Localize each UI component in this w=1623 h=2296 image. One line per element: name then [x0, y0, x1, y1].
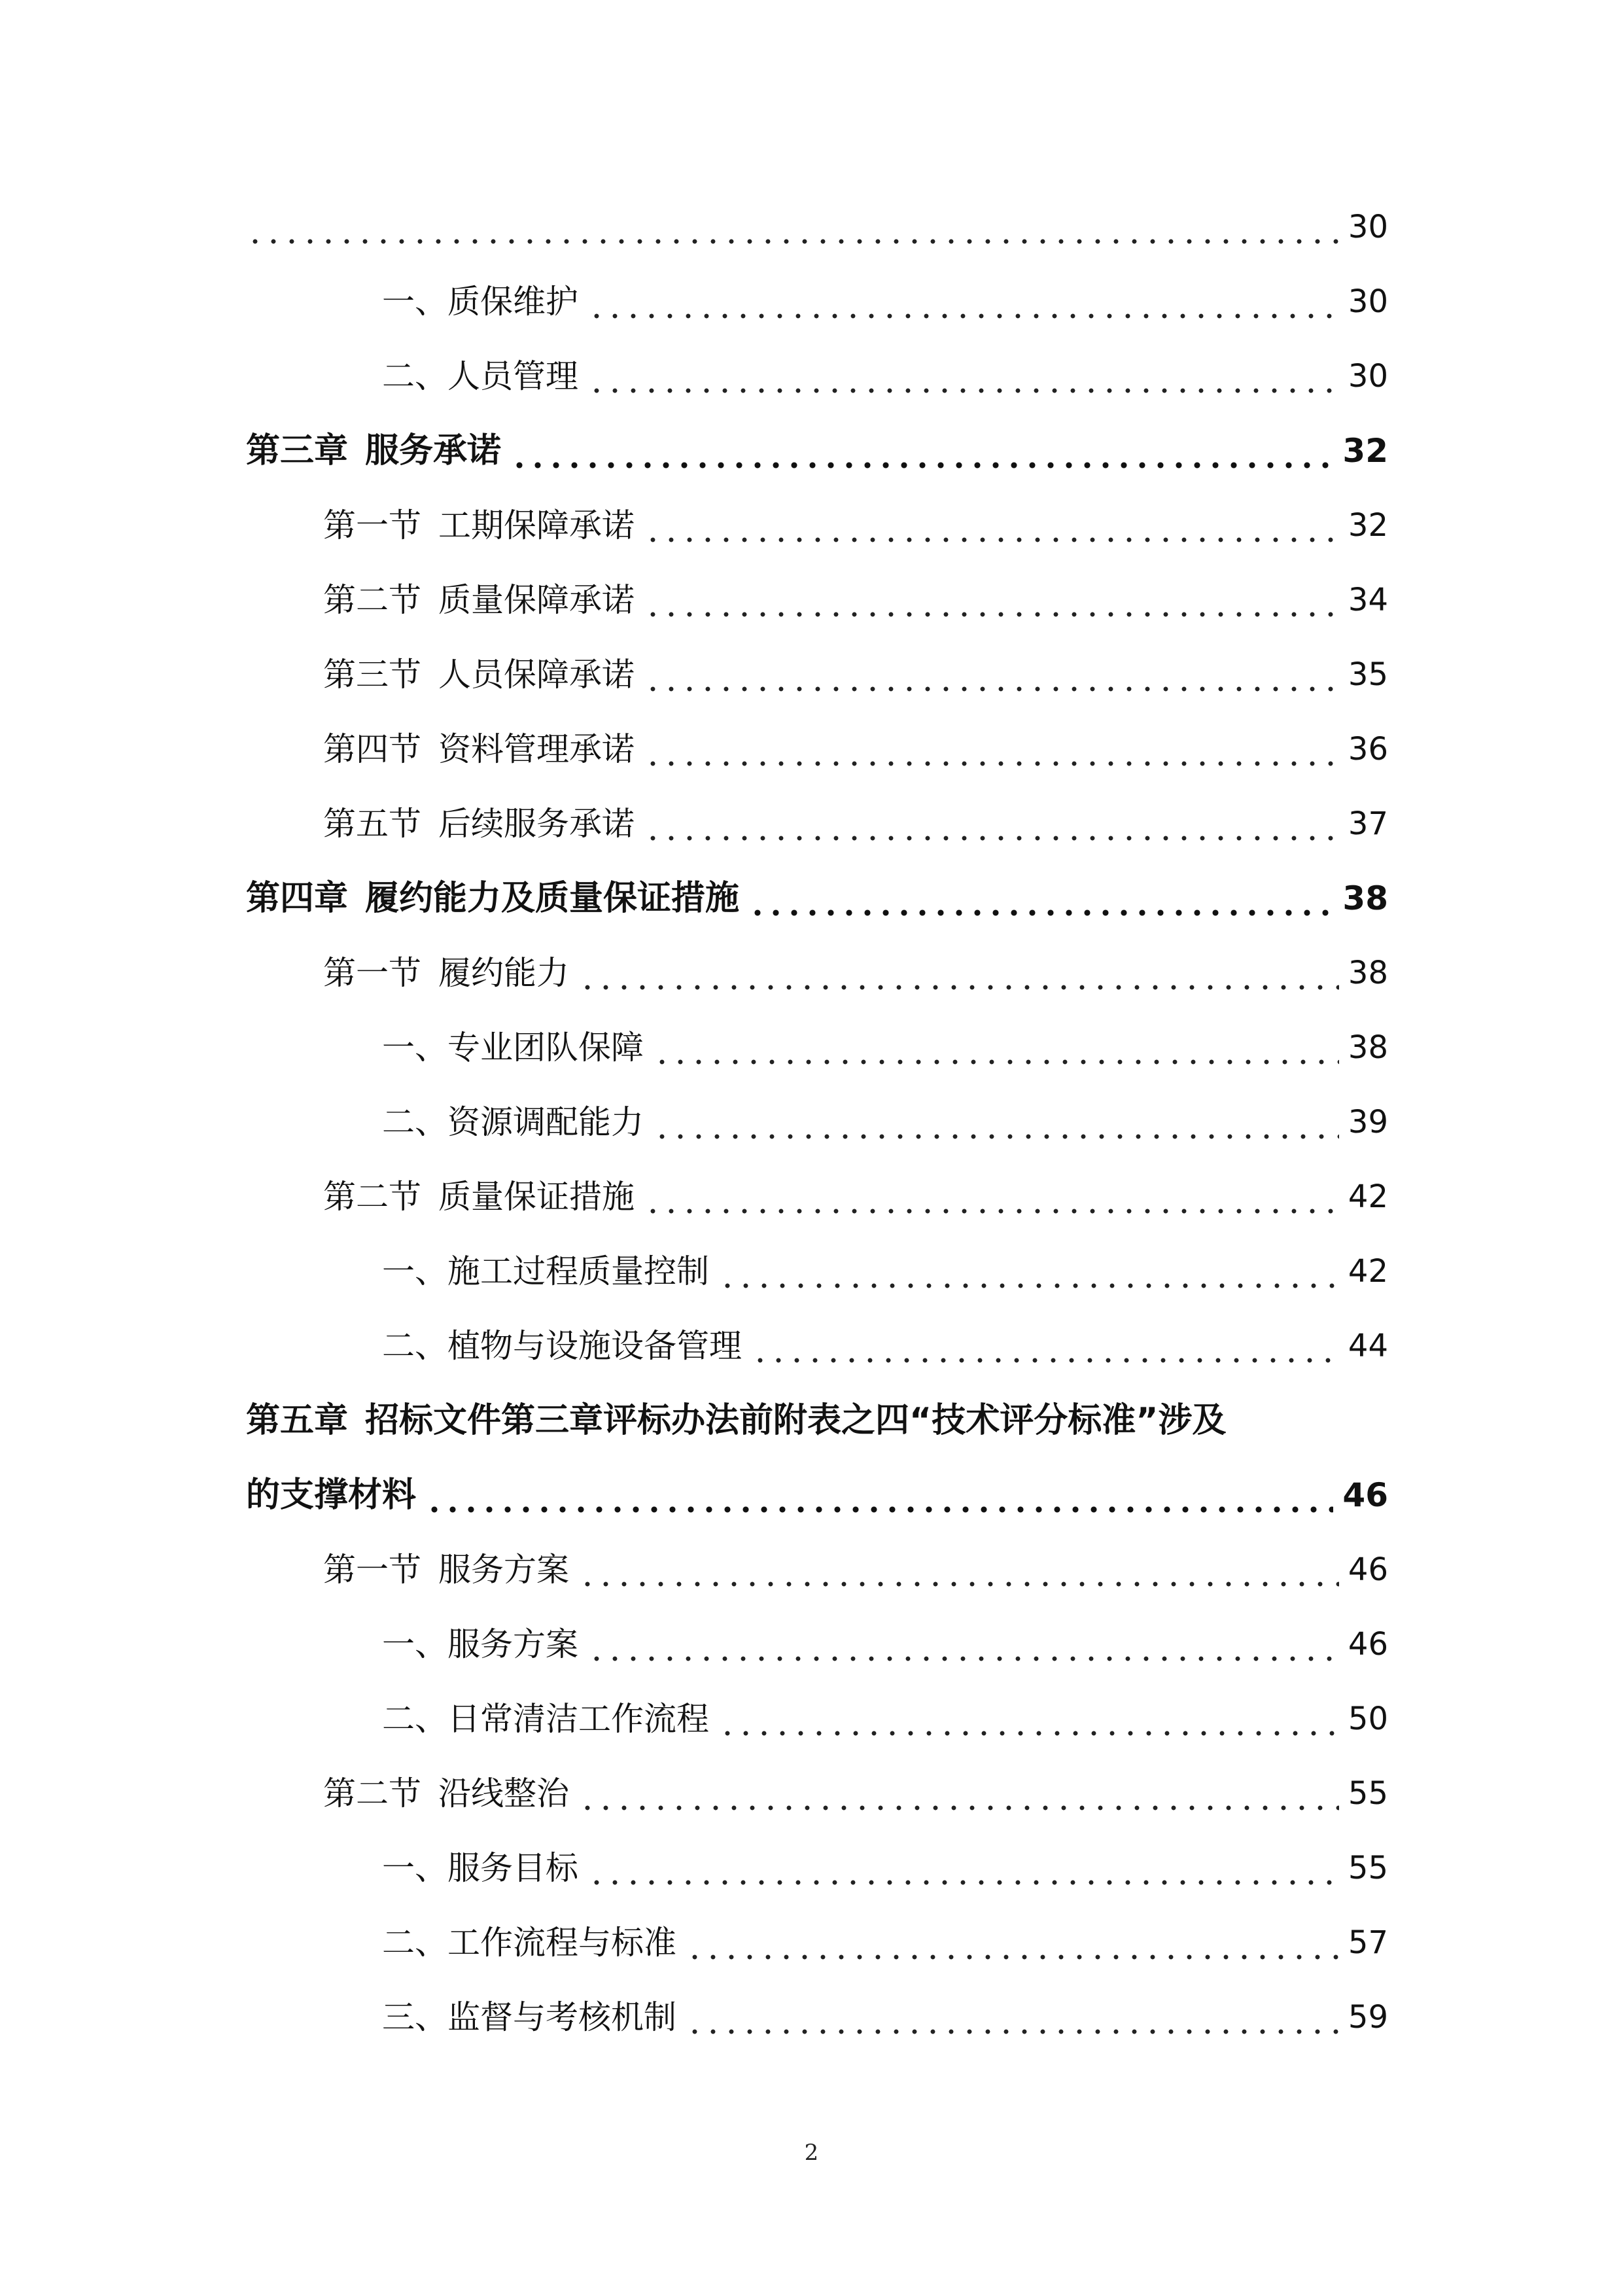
- toc-entry-text: 后续服务承诺: [438, 805, 635, 843]
- toc-entry[interactable]: [246, 1309, 1388, 1383]
- dot-leader: [644, 760, 1339, 767]
- toc-section-entry[interactable]: [246, 637, 1388, 712]
- toc-entry-text: 植物与设施设备管理: [447, 1327, 742, 1365]
- dot-leader: [587, 1879, 1339, 1886]
- toc-entry-number: 一、: [382, 1252, 447, 1290]
- toc-entry-title: [382, 1905, 676, 1980]
- toc-entry-number: 第一节: [323, 954, 421, 992]
- toc-entry-text: 监督与考核机制: [447, 1998, 676, 2036]
- dot-leader: [246, 238, 1339, 245]
- toc-entry-number: 二、: [382, 1103, 447, 1141]
- toc-page-number: 59: [1348, 1999, 1388, 2036]
- toc-entry-title: [382, 1309, 742, 1383]
- toc-page-number: 55: [1348, 1775, 1388, 1812]
- dot-leader: [425, 1506, 1333, 1513]
- toc-entry-number: 一、: [382, 1029, 447, 1067]
- toc-entry-text: 施工过程质量控制: [447, 1252, 709, 1290]
- toc-entry-text: 人员保障承诺: [438, 656, 635, 694]
- toc-entry[interactable]: [246, 264, 1388, 339]
- toc-entry-title: [382, 1831, 578, 1905]
- toc-page-number: 32: [1342, 432, 1388, 470]
- table-of-contents: [246, 190, 1388, 2055]
- toc-section-entry[interactable]: [246, 786, 1388, 861]
- dot-leader: [718, 1730, 1339, 1737]
- toc-entry-text: 工期保障承诺: [438, 506, 635, 544]
- toc-entry[interactable]: [246, 1607, 1388, 1682]
- toc-entry-title: [323, 936, 569, 1010]
- toc-entry[interactable]: [246, 1905, 1388, 1980]
- toc-entry-title: [323, 786, 635, 861]
- toc-chapter-entry[interactable]: [246, 414, 1388, 488]
- toc-section-entry[interactable]: [246, 563, 1388, 637]
- toc-section-entry[interactable]: [246, 1532, 1388, 1607]
- toc-entry-text-continuation: 的支撑材料: [246, 1475, 417, 1515]
- toc-entry[interactable]: [246, 190, 1388, 264]
- toc-entry-number: 第一节: [323, 1551, 421, 1589]
- toc-entry-text: 履约能力及质量保证措施: [365, 879, 740, 918]
- toc-entry-text: 质量保障承诺: [438, 581, 635, 619]
- dot-leader: [578, 1805, 1339, 1811]
- toc-entry-text: 日常清洁工作流程: [447, 1700, 709, 1738]
- toc-section-entry[interactable]: [246, 488, 1388, 563]
- toc-entry-number: 二、: [382, 357, 447, 395]
- toc-entry-number: 二、: [382, 1327, 447, 1365]
- toc-entry[interactable]: [246, 1682, 1388, 1756]
- toc-entry-title: [323, 1532, 569, 1607]
- toc-entry-number: 一、: [382, 283, 447, 321]
- toc-entry-number: 第三节: [323, 656, 421, 694]
- toc-entry-title: [382, 1682, 709, 1756]
- toc-entry-title: [323, 488, 635, 563]
- dot-leader: [686, 1954, 1339, 1960]
- toc-entry-title: [246, 414, 501, 488]
- toc-entry-text: 沿线整治: [438, 1775, 569, 1812]
- toc-entry-text: 服务方案: [447, 1625, 578, 1663]
- dot-leader: [644, 1208, 1339, 1214]
- toc-page-number: 55: [1348, 1850, 1388, 1886]
- toc-entry-text: 质保维护: [447, 283, 578, 321]
- toc-page-number: 34: [1348, 582, 1388, 618]
- toc-page-number: 42: [1348, 1178, 1388, 1215]
- toc-entry-title: [382, 264, 578, 339]
- toc-page-number: 46: [1348, 1551, 1388, 1588]
- toc-entry-text: 履约能力: [438, 954, 569, 992]
- dot-leader: [644, 611, 1339, 618]
- toc-entry[interactable]: [246, 1010, 1388, 1085]
- dot-leader: [653, 1059, 1339, 1065]
- dot-leader: [751, 1357, 1339, 1364]
- dot-leader: [510, 462, 1333, 468]
- toc-entry-title: [382, 1010, 644, 1085]
- toc-page-number: 38: [1348, 1029, 1388, 1066]
- toc-entry-title: [323, 563, 635, 637]
- toc-entry-text: 服务方案: [438, 1551, 569, 1589]
- dot-leader: [578, 1581, 1339, 1587]
- toc-entry-title: [382, 1980, 676, 2055]
- toc-chapter-entry[interactable]: [246, 1383, 1388, 1458]
- toc-page-number: 36: [1348, 731, 1388, 768]
- toc-entry-title: [382, 339, 578, 414]
- dot-leader: [644, 835, 1339, 841]
- toc-entry-title: [323, 712, 635, 786]
- dot-leader: [587, 1655, 1339, 1662]
- toc-entry[interactable]: [246, 1085, 1388, 1159]
- toc-page-number: 32: [1348, 507, 1388, 544]
- toc-entry-number: 一、: [382, 1625, 447, 1663]
- toc-entry-title: [323, 1756, 569, 1831]
- toc-entry-number: 第五章: [246, 1401, 349, 1440]
- toc-page-number: 38: [1348, 955, 1388, 991]
- toc-chapter-entry-continuation[interactable]: [246, 1458, 1388, 1532]
- dot-leader: [748, 910, 1333, 916]
- toc-entry-title: [323, 1159, 635, 1234]
- toc-entry[interactable]: [246, 1234, 1388, 1309]
- toc-entry-text: 资料管理承诺: [438, 730, 635, 768]
- toc-page-number: 30: [1348, 358, 1388, 395]
- toc-entry-title: [323, 637, 635, 712]
- toc-entry[interactable]: [246, 1980, 1388, 2055]
- toc-page-number: 50: [1348, 1701, 1388, 1737]
- dot-leader: [644, 686, 1339, 692]
- toc-page-number: 38: [1342, 879, 1388, 917]
- dot-leader: [653, 1133, 1339, 1140]
- toc-page-number: 35: [1348, 656, 1388, 693]
- toc-entry-text: 资源调配能力: [447, 1103, 644, 1141]
- toc-entry-number: 二、: [382, 1924, 447, 1962]
- toc-page-number: 30: [1348, 209, 1388, 245]
- toc-section-entry[interactable]: [246, 1159, 1388, 1234]
- dot-leader: [686, 2028, 1339, 2035]
- toc-section-entry[interactable]: [246, 712, 1388, 786]
- toc-entry-number: 第二节: [323, 1178, 421, 1216]
- toc-entry-number: 第二节: [323, 581, 421, 619]
- toc-page-number: 46: [1348, 1626, 1388, 1663]
- toc-chapter-entry[interactable]: [246, 861, 1388, 936]
- toc-entry-text: 质量保证措施: [438, 1178, 635, 1216]
- toc-entry-text: 服务承诺: [365, 431, 502, 470]
- toc-entry-text: 人员管理: [447, 357, 578, 395]
- toc-entry-number: 一、: [382, 1849, 447, 1887]
- toc-page-number: 44: [1348, 1328, 1388, 1364]
- toc-entry-number: 第四章: [246, 879, 349, 918]
- toc-entry-number: 第二节: [323, 1775, 421, 1812]
- toc-entry-text: 服务目标: [447, 1849, 578, 1887]
- toc-entry-text: 工作流程与标准: [447, 1924, 676, 1962]
- toc-entry-title: [246, 861, 739, 936]
- toc-entry-text: 招标文件第三章评标办法前附表之四“技术评分标准”涉及: [365, 1401, 1227, 1440]
- toc-entry[interactable]: [246, 1831, 1388, 1905]
- toc-entry[interactable]: [246, 339, 1388, 414]
- toc-entry-title: [382, 1085, 644, 1159]
- dot-leader: [718, 1282, 1339, 1289]
- toc-entry-number: 第一节: [323, 506, 421, 544]
- toc-page-number: 30: [1348, 283, 1388, 320]
- toc-entry-number: 第三章: [246, 431, 349, 470]
- toc-section-entry[interactable]: [246, 936, 1388, 1010]
- toc-page-number: 42: [1348, 1253, 1388, 1290]
- dot-leader: [644, 537, 1339, 543]
- dot-leader: [578, 984, 1339, 991]
- toc-section-entry[interactable]: [246, 1756, 1388, 1831]
- toc-entry-title: [382, 1607, 578, 1682]
- toc-entry-number: 第五节: [323, 805, 421, 843]
- toc-page-number: 46: [1342, 1476, 1388, 1514]
- toc-entry-number: 三、: [382, 1998, 447, 2036]
- toc-page-number: 57: [1348, 1924, 1388, 1961]
- page-footer-number: 2: [804, 2140, 819, 2166]
- dot-leader: [587, 313, 1339, 319]
- dot-leader: [587, 387, 1339, 394]
- toc-entry-title: [382, 1234, 709, 1309]
- toc-entry-title: [246, 1383, 1226, 1458]
- toc-entry-number: 二、: [382, 1700, 447, 1738]
- toc-page-number: 39: [1348, 1104, 1388, 1140]
- toc-entry-number: 第四节: [323, 730, 421, 768]
- toc-entry-text: 专业团队保障: [447, 1029, 644, 1067]
- toc-page-number: 37: [1348, 805, 1388, 842]
